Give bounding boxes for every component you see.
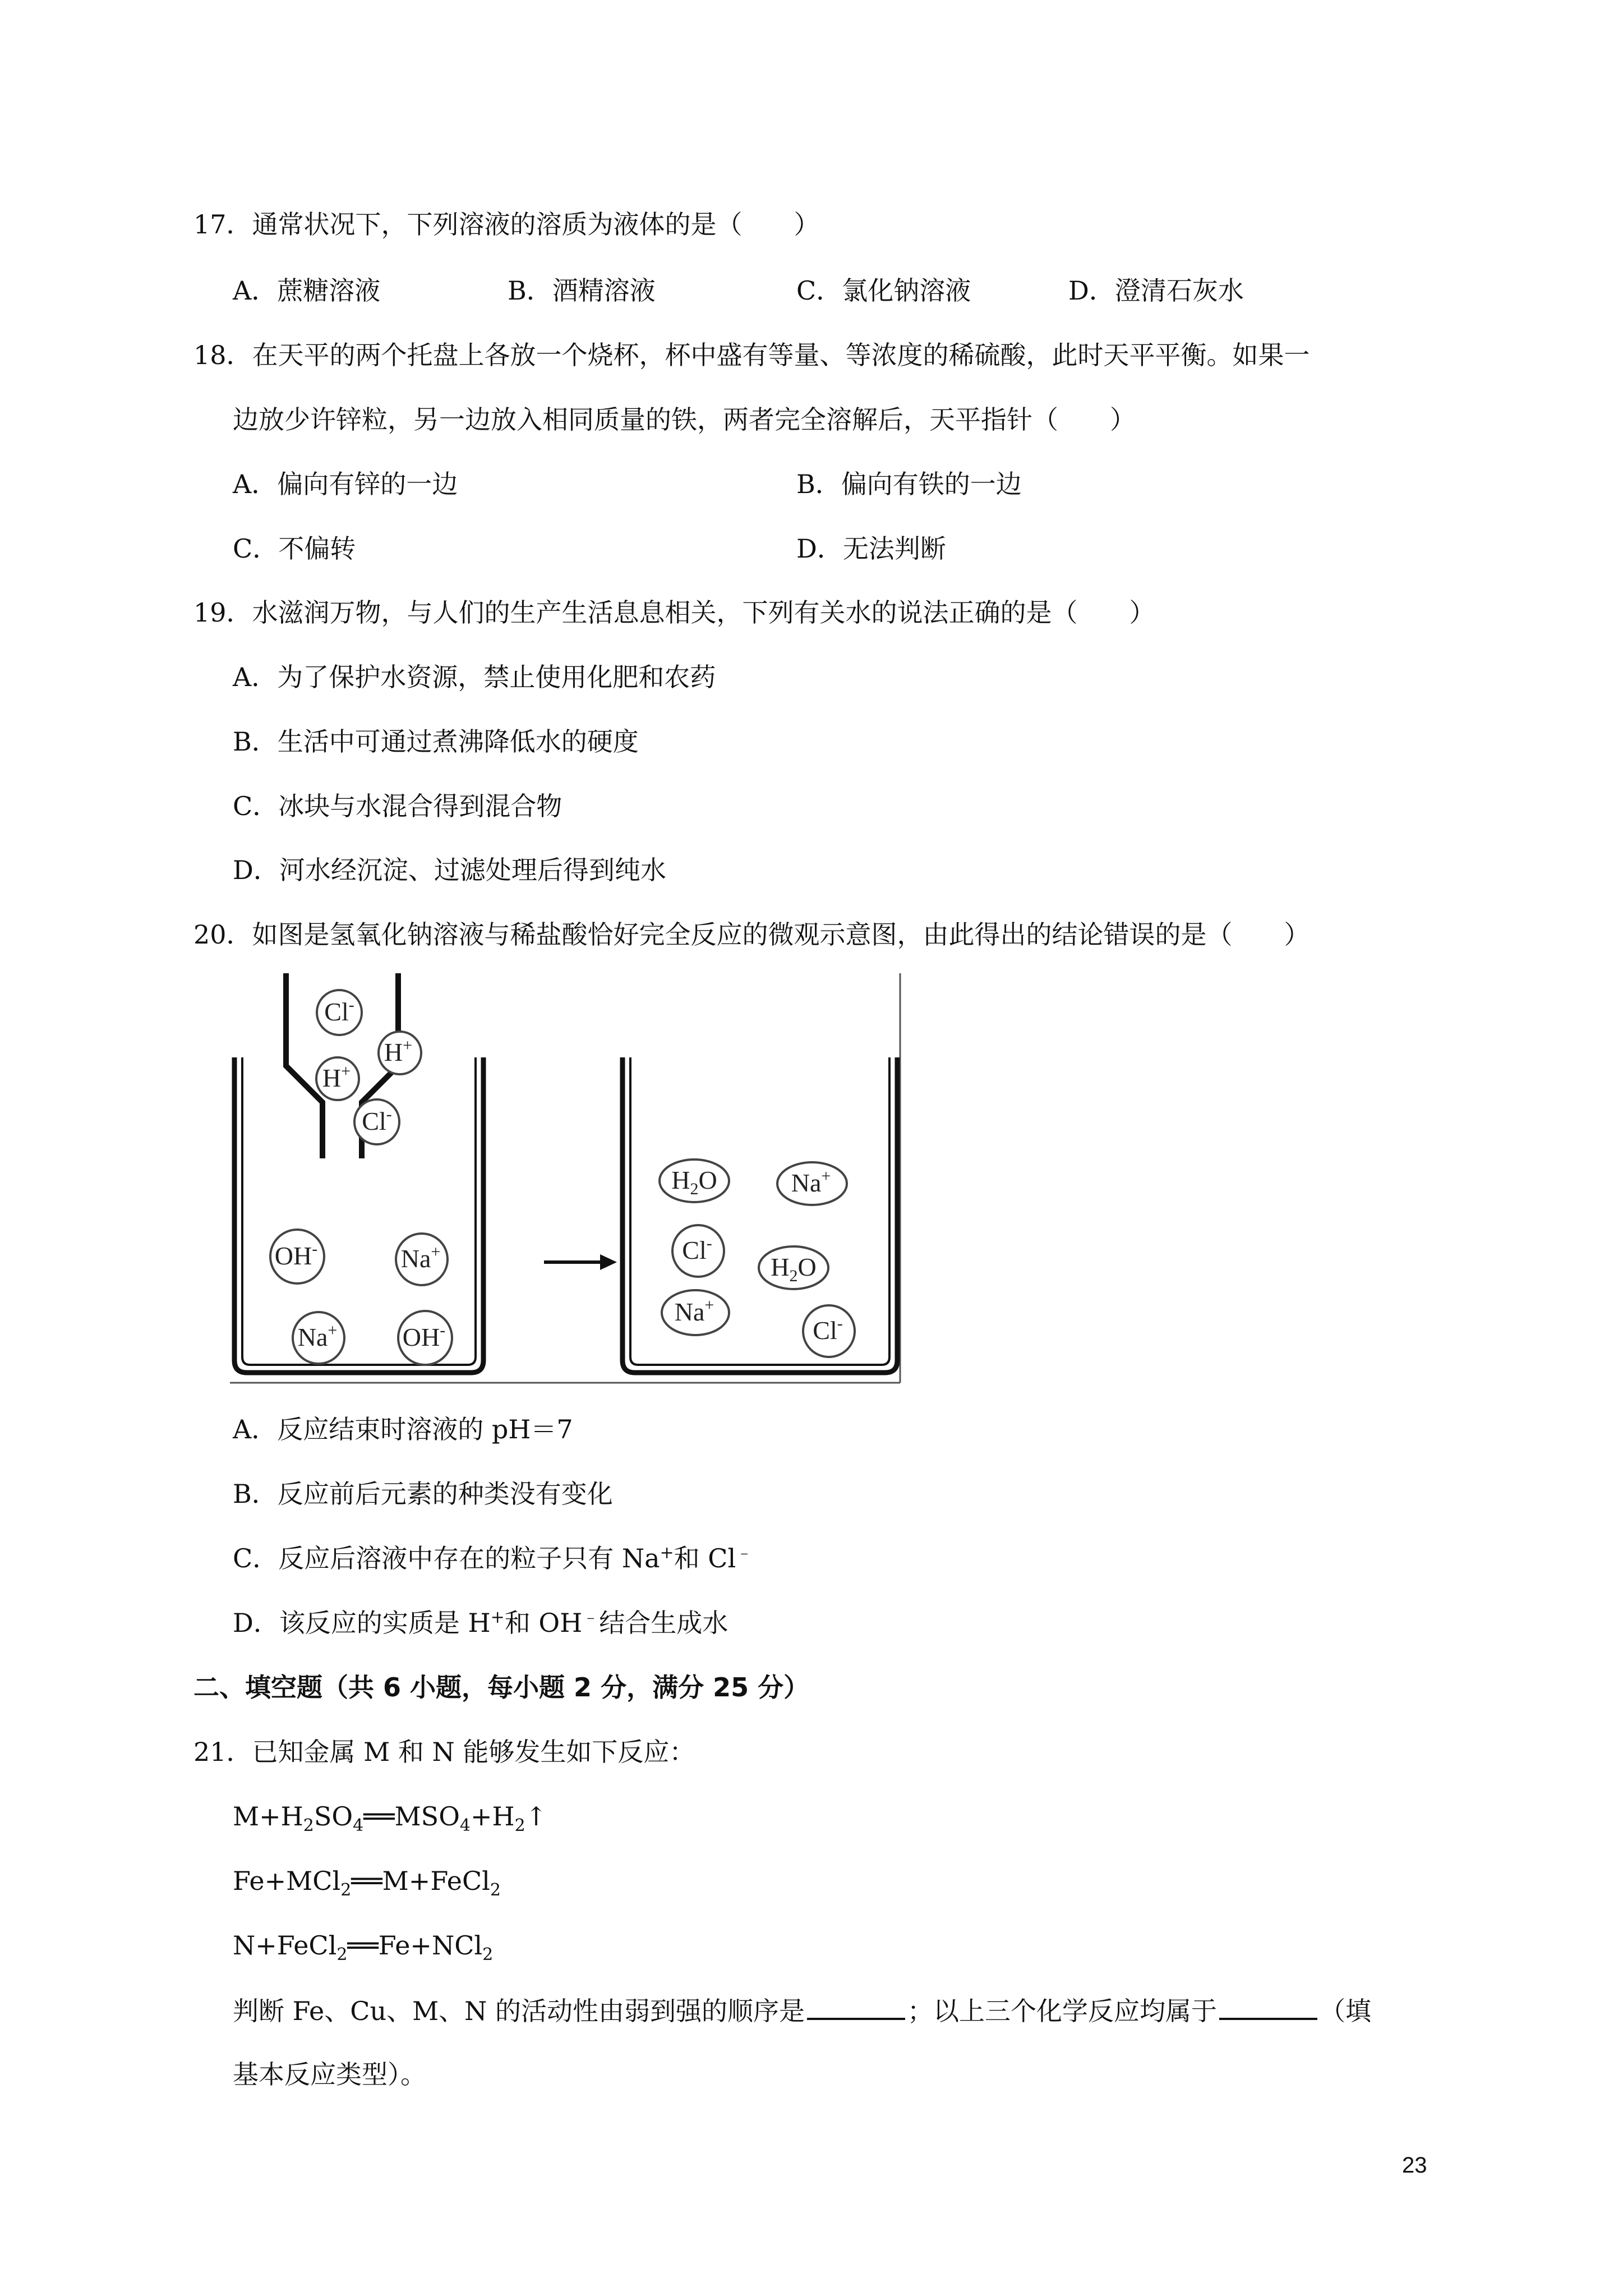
ion-cl-3 (672, 1225, 724, 1277)
svg-text:OH-: OH- (402, 1321, 446, 1351)
svg-text:H+: H+ (322, 1062, 351, 1092)
ion-na-4 (662, 1290, 729, 1335)
q17-stem: 17．通常状况下，下列溶液的溶质为液体的是（ ） (193, 209, 820, 240)
q20-option-c: C．反应后溶液中存在的粒子只有 Na+和 Cl﹣ (233, 1543, 753, 1573)
svg-text:Cl-: Cl- (682, 1234, 712, 1264)
ion-oh-2 (398, 1311, 452, 1365)
reaction-arrow-icon (544, 1254, 617, 1270)
q20-option-d: D．该反应的实质是 H+和 OH﹣结合生成水 (233, 1607, 728, 1638)
q17-option-d: D．澄清石灰水 (1068, 275, 1244, 306)
q18-stem-line1: 18．在天平的两个托盘上各放一个烧杯，杯中盛有等量、等浓度的稀硫酸，此时天平平衡。如果一 (193, 340, 1310, 370)
svg-text:H2O: $H_2O$ (671, 1166, 717, 1198)
svg-text:Na+: Na+ (400, 1243, 441, 1273)
q19-option-a: A．为了保护水资源，禁止使用化肥和农药 (233, 662, 716, 692)
section-2-title: 二、填空题（共 6 小题，每小题 2 分，满分 25 分） (193, 1672, 810, 1703)
q17-option-b: B．酒精溶液 (508, 275, 656, 306)
ion-cl-1 (317, 990, 362, 1035)
svg-text:Cl-: Cl- (362, 1105, 392, 1135)
q18-option-d: D．无法判断 (796, 533, 946, 564)
q21-equation-2: Fe+MCl$_2$══M+FeCl$_2$ (233, 1866, 501, 1901)
ion-cl-2 (354, 1099, 399, 1144)
q17-option-a: A．蔗糖溶液 (233, 275, 381, 306)
q19-option-d: D．河水经沉淀、过滤处理后得到纯水 (233, 855, 666, 885)
answer-blank-1[interactable] (807, 1993, 905, 2020)
ion-na-3 (777, 1162, 847, 1205)
svg-text:Na+: Na+ (674, 1296, 714, 1326)
svg-text:OH-: OH- (274, 1240, 318, 1270)
q17-option-c: C．氯化钠溶液 (796, 275, 971, 306)
q19-option-c: C．冰块与水混合得到混合物 (233, 791, 562, 821)
molecule-h2o-2 (759, 1246, 828, 1289)
answer-blank-2[interactable] (1219, 1993, 1317, 2020)
q20-option-a: A．反应结束时溶液的 pH＝7 (233, 1414, 573, 1444)
reaction-diagram (230, 973, 906, 1386)
right-beaker (623, 1057, 897, 1373)
page-number: 23 (1402, 2153, 1427, 2178)
svg-text:Na+: Na+ (297, 1321, 338, 1351)
q19-stem: 19．水滋润万物，与人们的生产生活息息相关，下列有关水的说法正确的是（ ） (193, 597, 1155, 628)
ion-na-1 (396, 1234, 448, 1285)
svg-text:Cl-: Cl- (324, 996, 354, 1026)
svg-text:Cl-: Cl- (813, 1314, 843, 1345)
q20-option-b: B．反应前后元素的种类没有变化 (233, 1479, 613, 1509)
svg-text:Na+: Na+ (791, 1167, 831, 1197)
molecule-h2o-1 (660, 1159, 729, 1202)
q21-equation-3: N+FeCl$_2$══Fe+NCl$_2$ (233, 1930, 494, 1965)
q21-judge-line-2: 基本反应类型）。 (233, 2059, 426, 2090)
ion-h-2 (316, 1057, 359, 1100)
q21-equation-1: $M+H_2SO_4══MSO_4+H_2↑$ (233, 1801, 547, 1836)
q21-judge-line: 判断 Fe、Cu、M、N 的活动性由弱到强的顺序是 ；以上三个化学反应均属于 （填 (233, 1993, 1371, 2028)
svg-text:H2O: $H_2O$ (771, 1253, 817, 1285)
ion-h-1 (379, 1032, 421, 1074)
ion-cl-4 (803, 1305, 855, 1357)
q18-option-c: C．不偏转 (233, 533, 356, 564)
q20-stem: 20．如图是氢氧化钠溶液与稀盐酸恰好完全反应的微观示意图，由此得出的结论错误的是（ ） (193, 919, 1310, 950)
q21-stem: 21．已知金属 M 和 N 能够发生如下反应： (193, 1737, 695, 1767)
q18-option-a: A．偏向有锌的一边 (233, 469, 458, 499)
q18-stem-line2: 边放少许锌粒，另一边放入相同质量的铁，两者完全溶解后，天平指针（ ） (233, 404, 1136, 435)
ion-oh-1 (270, 1230, 324, 1283)
svg-text:H+: H+ (384, 1036, 413, 1066)
q18-option-b: B．偏向有铁的一边 (796, 469, 1022, 499)
ion-na-2 (293, 1312, 344, 1364)
q19-option-b: B．生活中可通过煮沸降低水的硬度 (233, 726, 639, 757)
